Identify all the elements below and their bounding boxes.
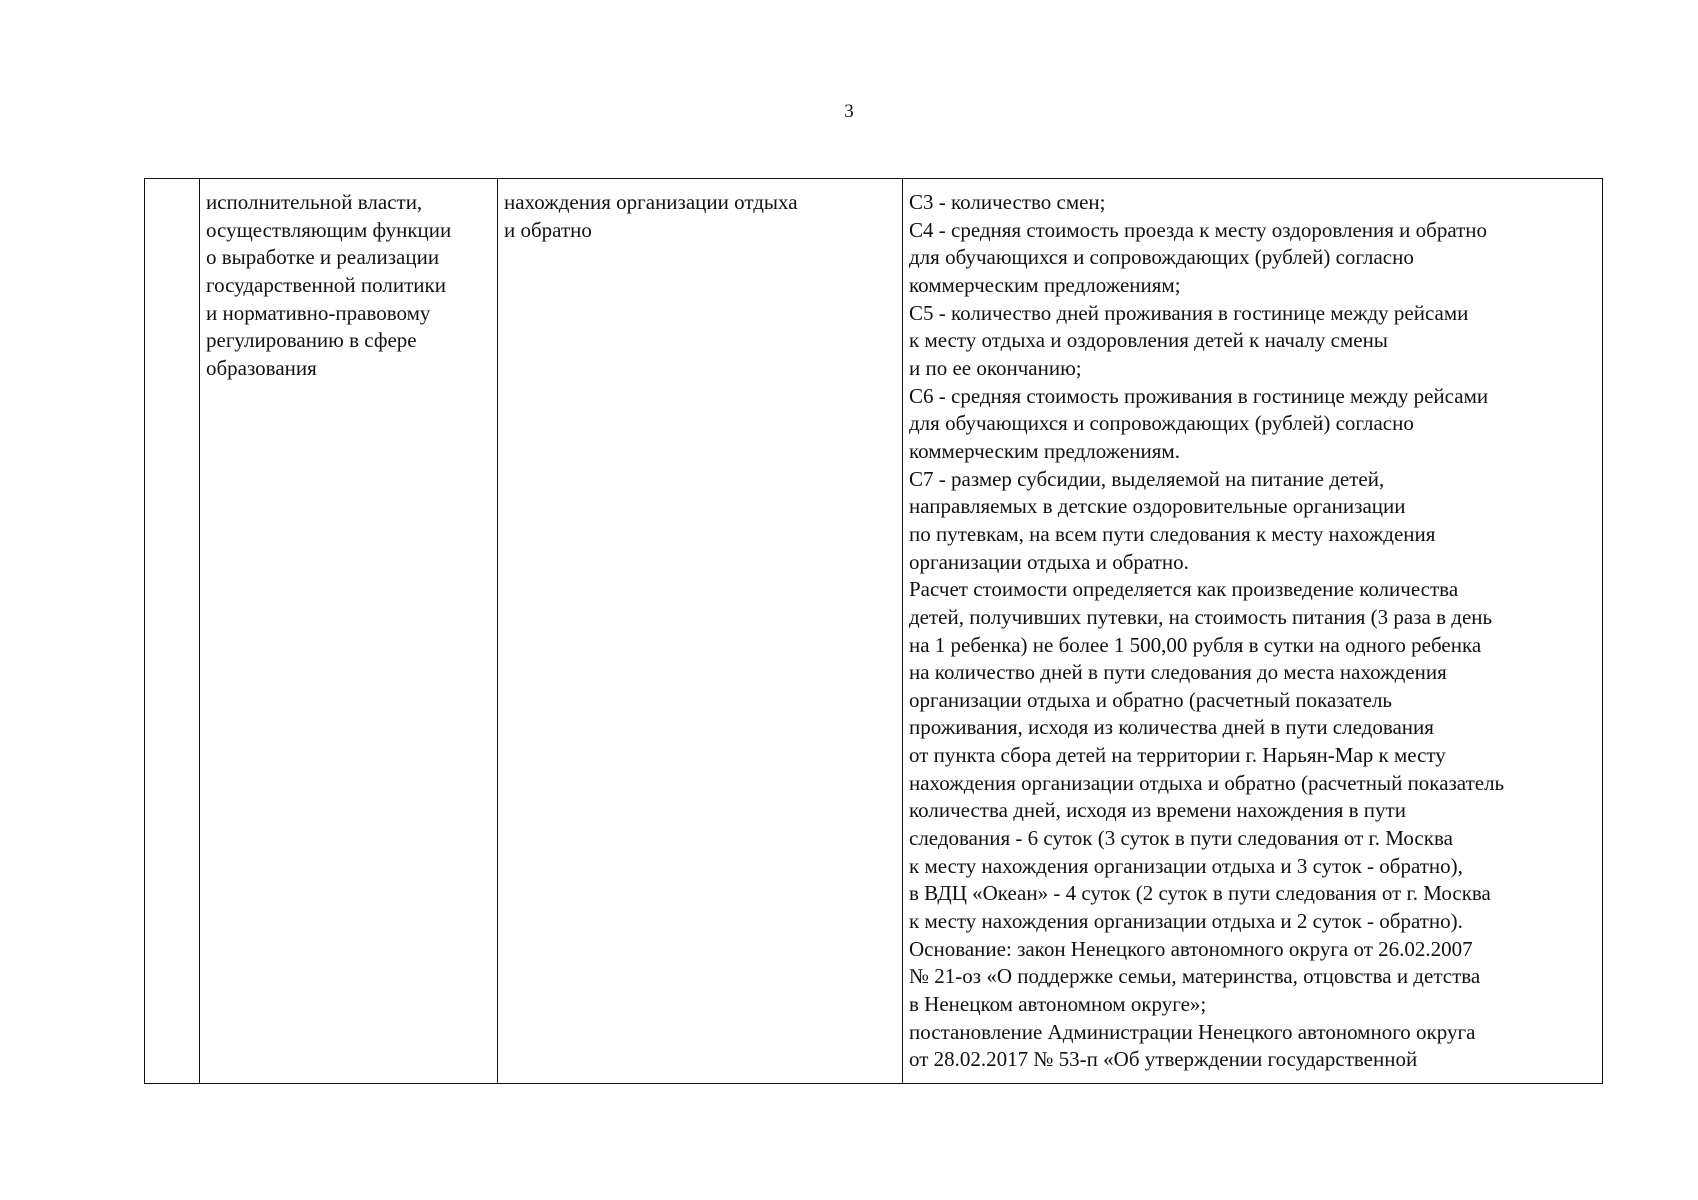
text-line: коммерческим предложениям. [909,438,1180,463]
text-line: Расчет стоимости определяется как произведение количества [909,577,1459,602]
text-line: и нормативно-правовому [206,300,431,325]
text-line: С7 - размер субсидии, выделяемой на питание детей, [909,466,1385,491]
text-line: детей, получивших путевки, на стоимость питания (3 раза в день [909,604,1493,629]
text-line: к месту отдыха и оздоровления детей к началу смены [909,328,1388,353]
text-line: постановление Администрации Ненецкого автономного округа [909,1019,1476,1044]
text-line: на 1 ребенка) не более 1 500,00 рубля в сутки на одного ребенка [909,632,1482,657]
text-line: о выработке и реализации [206,245,440,270]
text-line: следования - 6 суток (3 суток в пути следования от г. Москва [909,826,1453,851]
text-line: для обучающихся и сопровождающих (рублей) согласно [909,411,1414,436]
text-line: в Ненецком автономном округе»; [909,992,1207,1017]
text-line: к месту нахождения организации отдыха и 2 суток - обратно). [909,909,1463,934]
text-line: в ВДЦ «Океан» - 4 суток (2 суток в пути следования от г. Москва [909,881,1491,906]
text-line: для обучающихся и сопровождающих (рублей) согласно [909,245,1414,270]
text-line: проживания, исходя из количества дней в пути следования [909,715,1434,740]
text-line: от 28.02.2017 № 53-п «Об утверждении государственной [909,1047,1418,1072]
page-number: 3 [844,101,854,122]
text-line: С5 - количество дней проживания в гостинице между рейсами [909,300,1469,325]
text-line: С6 - средняя стоимость проживания в гостинице между рейсами [909,383,1489,408]
cell-description [903,179,1603,1084]
text-line: С4 - средняя стоимость проезда к месту оздоровления и обратно [909,217,1488,242]
cell-destination [498,179,903,1084]
text-line: и обратно [504,217,592,242]
text-line: регулированию в сфере [206,328,417,353]
cell-authority [200,179,498,1084]
text-line: к месту нахождения организации отдыха и 3 суток - обратно), [909,853,1463,878]
text-line: количества дней, исходя из времени нахождения в пути [909,798,1406,823]
text-line: организации отдыха и обратно (расчетный показатель [909,687,1392,712]
text-line: образования [206,355,317,380]
text-line: от пункта сбора детей на территории г. Нарьян-Мар к месту [909,743,1446,768]
text-line: С3 - количество смен; [909,190,1106,214]
text-line: нахождения организации отдыха и обратно (расчетный показатель [909,770,1505,795]
text-line: осуществляющим функции [206,217,452,242]
text-line: на количество дней в пути следования до места нахождения [909,660,1447,685]
text-line: направляемых в детские оздоровительные организации [909,494,1406,519]
text-line: и по ее окончанию; [909,355,1082,380]
table-row [145,179,1603,1084]
text-line: государственной политики [206,272,446,297]
text-line: № 21-оз «О поддержке семьи, материнства, отцовства и детства [909,964,1481,989]
text-line: коммерческим предложениям; [909,272,1181,297]
text-line: организации отдыха и обратно. [909,549,1189,574]
text-line: по путевкам, на всем пути следования к месту нахождения [909,521,1436,546]
document-table [144,178,1603,1084]
text-line: Основание: закон Ненецкого автономного округа от 26.02.2007 [909,936,1473,961]
text-line: исполнительной власти, [206,190,423,214]
cell-number [145,179,200,1084]
text-line: нахождения организации отдыха [504,190,798,214]
